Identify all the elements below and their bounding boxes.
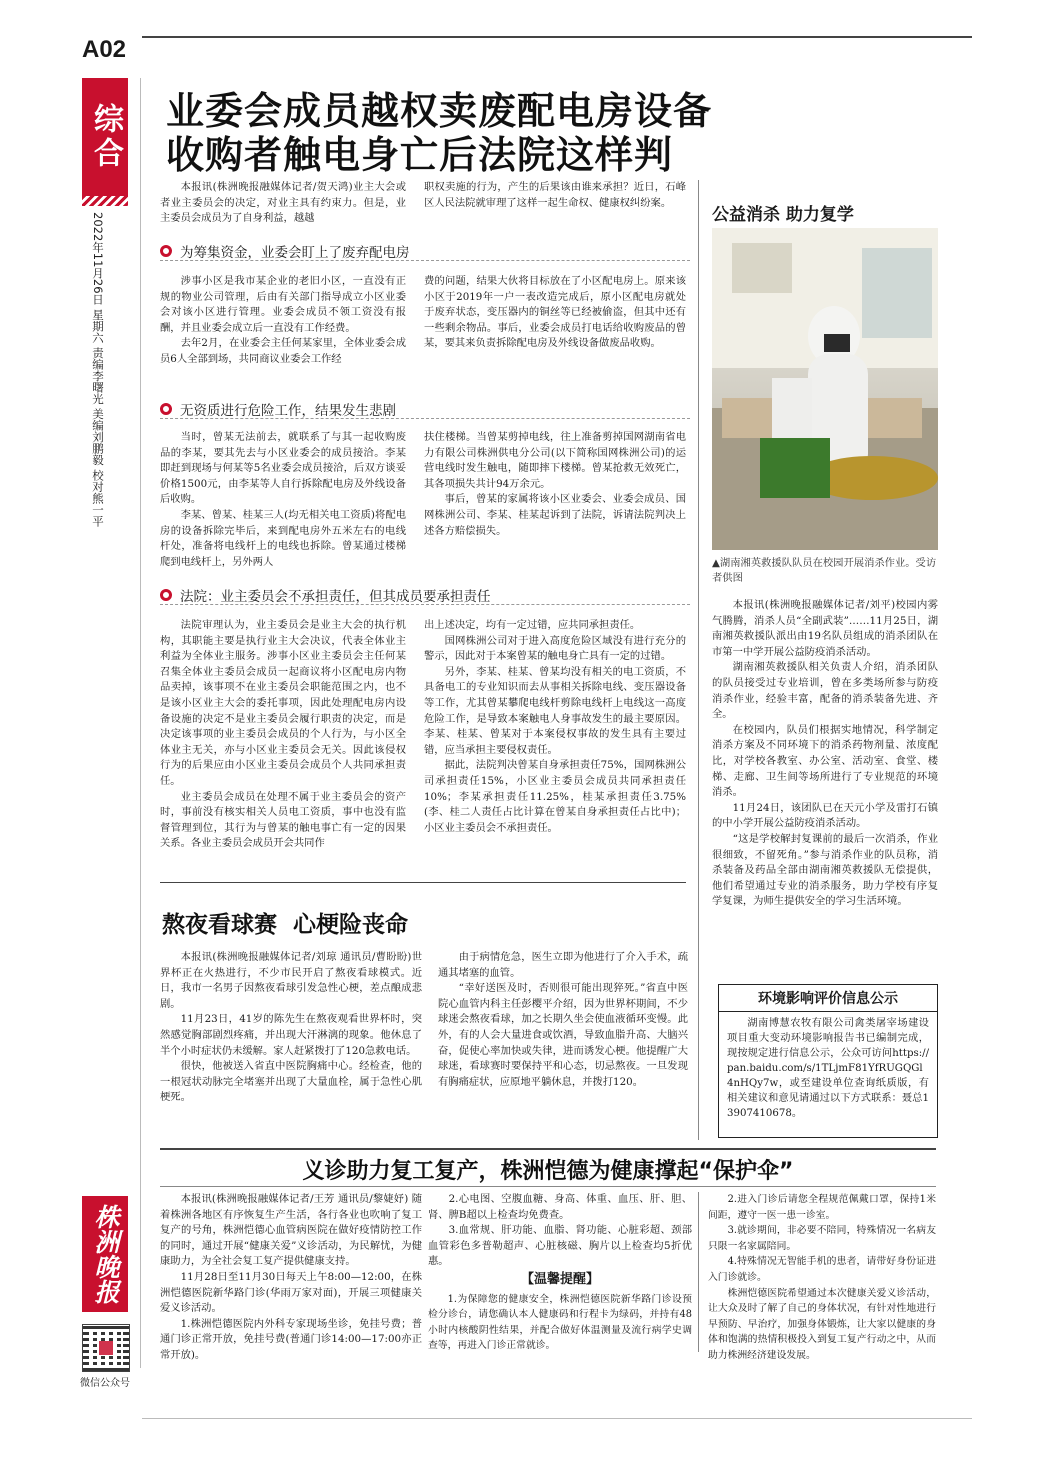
qr-code[interactable] bbox=[82, 1324, 130, 1372]
section2-heading bbox=[160, 398, 690, 420]
section3-left bbox=[160, 618, 406, 852]
section2-heading-text: 无资质进行危险工作，结果发生悲剧 bbox=[180, 403, 396, 419]
article3-col3 bbox=[708, 1192, 936, 1364]
article3-title-rule bbox=[160, 1186, 936, 1187]
top-rule bbox=[142, 36, 972, 38]
paragraph: 本报讯(株洲晚报融媒体记者/刘平)校园内雾气腾腾，消杀人员“全副武装”……11月25日，湖南湘英救援队派出由19名队员组成的消杀团队在市第一中学开展公益防疫消杀活动。 bbox=[712, 599, 938, 658]
tips-paragraph: 株洲恺德医院希望通过本次健康关爱义诊活动，让大众及时了解了自己的身体状况，有针对性地进行早预防、早治疗，加强身体锻炼，让大家以健康的身体和饱满的热情积极投入到复工复产行动之中，从而助力株洲经济建设发展。 bbox=[708, 1287, 936, 1361]
paragraph: 李某、曾某、桂某三人(均无相关电工资质)将配电房的设备拆除完毕后，来到配电房外五米左右的电线杆处，准备将电线杆上的电线也拆除。曾某通过楼梯爬到电线杆上，另外两人 bbox=[160, 508, 406, 568]
paragraph: 本报讯(株洲晚报融媒体记者/王芳 通讯员/黎婕妤) 随着株洲各地区有序恢复生产生活，各行各业也吹响了复工复产的号角，株洲恺德心血管病医院在做好疫情防控工作的同时，通过开展“健康关爱”义诊活动，为民解忧，为健康助力，为全社会复工复产提供健康支持。 bbox=[160, 1193, 422, 1268]
paragraph: 11月23日，41岁的陈先生在熬夜观看世界杯时，突然感觉胸部剧烈疼痛，并出现大汗淋漓的现象。他休息了半个小时症状仍未缓解。家人赶紧拨打了120急救电话。 bbox=[160, 1013, 422, 1057]
paragraph: 国网株洲公司对于进入高度危险区域没有进行充分的警示，因此对于本案曾某的触电身亡具有一定的过错。 bbox=[424, 634, 686, 663]
article1-lead-left bbox=[160, 180, 406, 227]
paragraph: 出上述决定，均有一定过错，应共同承担责任。 bbox=[424, 619, 641, 631]
article3-col2 bbox=[428, 1192, 692, 1354]
heading-divider bbox=[160, 418, 690, 420]
paragraph: 另外，李某、桂某、曾某均没有相关的电工资质，不具备电工的专业知识而去从事相关拆除电线、变压器设备等工作，尤其曾某攀爬电线杆剪除电线杆上电线这一高度危险工作，是导致本案触电人身事故发生的最主要原因。李某、桂某、曾某对于本案侵权事故的发生具有主要过错，应当承担主要侵权责任。 bbox=[424, 665, 686, 756]
article2-right bbox=[438, 950, 688, 1090]
badge-stripes bbox=[82, 196, 128, 206]
paragraph: “这是学校解封复课前的最后一次消杀，作业很细致，不留死角。”参与消杀作业的队员称，消杀装备及药品全部由湖南湘英救援队无偿提供，他们希望通过专业的消杀服务，助力学校有序复学复课，为师生提供安全的学习生活环境。 bbox=[712, 832, 938, 908]
bullet-icon bbox=[160, 245, 172, 257]
paragraph: 11月24日，该团队已在天元小学及雷打石镇的中小学开展公益防疫消杀活动。 bbox=[712, 801, 938, 830]
left-vertical-rule bbox=[140, 78, 141, 1368]
section2-left bbox=[160, 430, 406, 570]
page-number: A02 bbox=[82, 36, 127, 63]
paragraph: 法院审理认为，业主委员会是业主大会的执行机构，其职能主要是执行业主大会决议，代表全体业主利益为全体业主服务。涉事小区业主委员会主任何某召集全体业主委员会成员一起商议将小区配电房内物品卖掉，该事项不在业主委员会职能范围之内，也不是该小区业主大会的委托事项，因此处理配电房内设备设施的决定不是业主委员会履行职责的决定，而是决定该事项的业主委员会成员的个人行为，与小区全体业主无关，亦与小区业主委员会无关。因此该侵权行为的后果应由小区业主委员会成员个人共同承担责任。 bbox=[160, 619, 406, 787]
tips-paragraph: 2.进入门诊后请您全程规范佩戴口罩，保持1米间距，遵守一医一患一诊室。 bbox=[708, 1194, 936, 1221]
qr-logo bbox=[99, 1341, 113, 1355]
disinfection-photo-illustration bbox=[712, 228, 938, 550]
article3-col-rule bbox=[698, 1192, 699, 1352]
paragraph: 事后，曾某的家属将该小区业委会、业委会成员、国网株洲公司、李某、桂某起诉到了法院，诉请法院判决上述各方赔偿损失。 bbox=[424, 493, 686, 537]
paragraph: 很快，他被送入省直中医院胸痛中心。经检查，他的一根冠状动脉完全堵塞并出现了大量血栓，属于急性心肌梗死。 bbox=[160, 1060, 422, 1104]
article2-title: 熬夜看球赛 心梗险丧命 bbox=[162, 912, 409, 938]
qr-caption: 微信公众号 bbox=[80, 1378, 130, 1389]
heading-divider bbox=[160, 260, 690, 262]
section1-right bbox=[424, 274, 686, 352]
paragraph: 费的问题，结果大伙将目标放在了小区配电房上。原来该小区于2019年一户一表改造完成后，原小区配电房就处于废弃状态，变压器内的铜丝等已经被偷盗，但其中还有一些剩余物品。事后，业委会成员打电话给收购废品的曾某，要其来负责拆除配电房及外线设备做废品收购。 bbox=[424, 275, 686, 350]
lead-left-text: 本报讯(株洲晚报融媒体记者/贺天鸿)业主大会或者业主委员会的决定，对业主具有约束力。但是，业主委员会成员为了自身利益，越越 bbox=[160, 181, 406, 225]
section3-heading bbox=[160, 584, 690, 606]
paragraph: 本报讯(株洲晚报融媒体记者/刘琼 通讯员/曹盼盼)世界杯正在火热进行，不少市民开启了熬夜看球模式。近日，我市一名男子因熬夜看球引发急性心梗，差点酿成悲剧。 bbox=[160, 951, 422, 1010]
dateline: 2022年11月26日 星期六 责编李曙光 美编刘鹏毅 校对熊一平 bbox=[91, 212, 105, 527]
paragraph: 去年2月，在业委会主任何某家里，全体业委会成员6人全部到场，共同商议业委会工作经 bbox=[160, 337, 406, 365]
section3-heading-text: 法院：业主委员会不承担责任，但其成员要承担责任 bbox=[180, 589, 491, 605]
paragraph: 2.心电图、空腹血糖、身高、体重、血压、肝、胆、肾、脾B超以上检查均免费查。 bbox=[428, 1193, 692, 1221]
photo-image bbox=[712, 228, 938, 550]
section1-heading bbox=[160, 240, 690, 262]
paragraph: 湖南湘英救援队相关负责人介绍，消杀团队的队员接受过专业培训，曾在多类场所参与防疫消杀作业，经验丰富，配备的消杀装备先进、齐全。 bbox=[712, 661, 938, 721]
tips-paragraph: 1.为保障您的健康安全，株洲恺德医院新华路门诊设预检分诊台，请您确认本人健康码和行程卡为绿码，并持有48小时内核酸阴性结果，并配合做好体温测量及流行病学史调查等，再进入门诊正常就诊。 bbox=[428, 1293, 692, 1352]
tips-title: 【温馨提醒】 bbox=[520, 1271, 599, 1287]
paragraph: 业主委员会成员在处理不属于业主委员会的资产时，事前没有核实相关人员电工资质，事中也没有监督管理到位，其行为与曾某的触电事亡有一定的因果关系。各业主委员会成员开会共同作 bbox=[160, 790, 406, 850]
logo-text: 株洲晚报 bbox=[91, 1204, 120, 1304]
paragraph: 11月28日至11月30日每天上午8:00—12:00，在株洲恺德医院新华路门诊(华雨万家对面)，开展三项健康关爱义诊活动。 bbox=[160, 1270, 422, 1315]
article3-title: 义诊助力复工复产，株洲恺德为健康撑起“保护伞” bbox=[302, 1159, 794, 1184]
bullet-icon bbox=[160, 589, 172, 601]
article3-col1 bbox=[160, 1192, 422, 1364]
article2-left bbox=[160, 950, 422, 1106]
paragraph: 扶住楼梯。当曾某剪掉电线，往上准备剪掉国网湖南省电力有限公司株洲供电分公司(以下简称国网株洲公司)的运营电线时发生触电，随即摔下楼梯。曾某抢救无效死亡，其各项损失共计94万余元。 bbox=[424, 431, 686, 490]
article3-top-rule bbox=[160, 1148, 936, 1150]
paragraph: 3.血常规、肝功能、血脂、肾功能、心脏彩超、颈部血管彩色多普勒超声、心脏核磁、胸片以上检查均5折优惠。 bbox=[428, 1224, 692, 1268]
lead-right-text: 职权卖施的行为，产生的后果该由谁来承担？近日，石峰区人民法院就审理了这样一起生命权、健康权纠纷案。 bbox=[424, 181, 686, 209]
paragraph: 据此，法院判决曾某自身承担责任75%，国网株洲公司承担责任15%，小区业主委员会成员共同承担责任10%；李某承担责任11.25%，桂某承担责任3.75%(李、桂二人责任占比计算在曾某自身承担责任占比中)；小区业主委员会不承担责任。 bbox=[424, 759, 686, 834]
article1-title-line2: 收购者触电身亡后法院这样判 bbox=[166, 133, 674, 177]
section-label: 综合 bbox=[88, 103, 123, 171]
tips-paragraph: 4.特殊情况无智能手机的患者，请带好身份证进入门诊就诊。 bbox=[708, 1256, 936, 1283]
section-badge bbox=[82, 78, 128, 196]
bullet-icon bbox=[160, 403, 172, 415]
section1-heading-text: 为筹集资金，业委会盯上了废弃配电房 bbox=[180, 245, 410, 261]
paragraph: “幸好送医及时，否则很可能出现猝死。”省直中医院心血管内科主任彭樱平介绍，因为世界杯期间，不少球迷会熬夜看球，加之长期久坐会使血液循环变慢。此外，有的人会大量进食或饮酒，导致血脂升高、大脑兴奋，促使心率加快或失律，进而诱发心梗。他提醒广大球迷，看球赛时要保持平和心态，切忌熬夜。一旦发现有胸痛症状，应原地平躺休息，并拨打120。 bbox=[438, 982, 688, 1088]
paragraph: 当时，曾某无法前去，就联系了与其一起收购废品的李某，要其先去与小区业委会的成员接洽。李某即赶到现场与何某等5名业委会成员接洽，后双方谈妥价格1500元，由李某等人自行拆除配电房及外线设备后收购。 bbox=[160, 431, 406, 506]
photo-caption: ▲湖南湘英救援队队员在校园开展消杀作业。受访者供图 bbox=[712, 557, 937, 584]
bottom-rule bbox=[142, 1418, 972, 1419]
heading-divider bbox=[160, 604, 690, 606]
paragraph: 由于病情危急，医生立即为他进行了介入手术，疏通其堵塞的血管。 bbox=[438, 951, 688, 979]
column-rule bbox=[698, 180, 699, 1140]
paragraph: 涉事小区是我市某企业的老旧小区，一直没有正规的物业公司管理，后由有关部门指导成立小区业委会对该小区进行管理。业委会成员不领工资没有报酬，并且业委会成立后一直没有工作经费。 bbox=[160, 275, 406, 334]
section1-left bbox=[160, 274, 406, 368]
newspaper-logo bbox=[82, 1196, 128, 1312]
section3-right bbox=[424, 618, 686, 836]
article2-top-rule bbox=[160, 882, 686, 883]
article1-lead-right bbox=[424, 180, 686, 211]
photo-heading: 公益消杀 助力复学 bbox=[712, 205, 854, 225]
tips-paragraph: 3.就诊期间，非必要不陪同，特殊情况一名病友只限一名家属陪同。 bbox=[708, 1225, 936, 1252]
article1-title-line1: 业委会成员越权卖废配电房设备 bbox=[166, 89, 713, 133]
paragraph: 在校园内，队员们根据实地情况，科学制定消杀方案及不同环境下的消杀药物剂量、浓度配比，对学校各教室、办公室、活动室、食堂、楼梯、走廊、卫生间等场所进行了专业规范的环境消杀。 bbox=[712, 723, 938, 799]
paragraph: 1.株洲恺德医院内外科专家现场坐诊，免挂号费；普通门诊正常开放，免挂号费(普通门诊14:00—17:00亦正常开放)。 bbox=[160, 1317, 422, 1361]
notice-body: 湖南博慧农牧有限公司禽类屠宰场建设项目重大变动环境影响报告书已编制完成，现按规定进行信息公示，公众可访问https://pan.baidu.com/s/1TLjmF81YfRUGQGl4nHQy7w，或至建设单位查询纸质版，有相关建议和意见请通过以下方式联系：聂总13907410678。 bbox=[727, 1018, 929, 1119]
photo-article bbox=[712, 598, 938, 910]
section2-right bbox=[424, 430, 686, 539]
notice-box bbox=[718, 984, 938, 1138]
notice-title: 环境影响评价信息公示 bbox=[719, 985, 937, 1012]
